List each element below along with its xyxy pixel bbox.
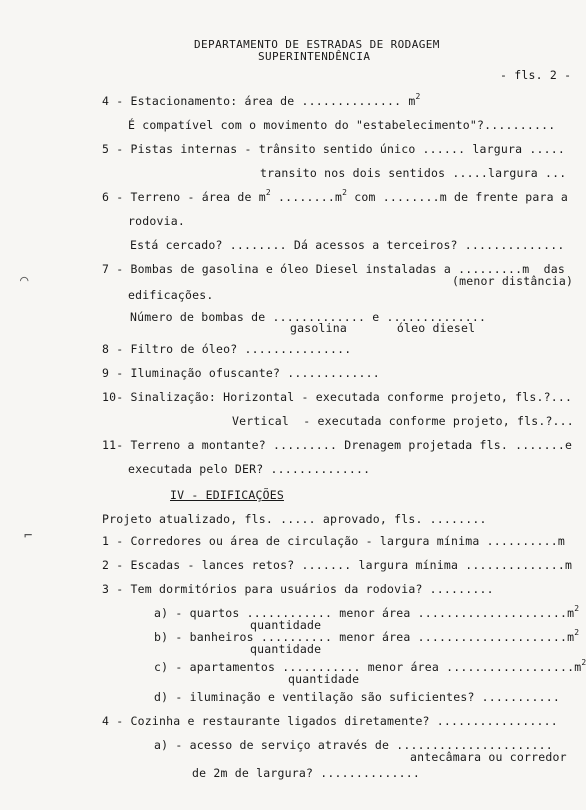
item-7c: edificações.	[128, 288, 214, 302]
item-7: 7 - Bombas de gasolina e óleo Diesel instaladas a .........m das	[102, 262, 566, 276]
item-7e: gasolina óleo diesel	[290, 321, 476, 335]
edif-3b: b) - banheiros .......... menor área $.....................m^2$	[154, 628, 580, 644]
edif-3d: d) - iluminação e ventilação são suficientes? ...........	[154, 690, 561, 704]
section-title: IV - EDIFICAÇÕES	[170, 488, 284, 502]
edif-3a: a) - quartos ............ menor área $.....................m^2$	[154, 604, 580, 620]
item-11: 11- Terreno a montante? ......... Drenagem projetada fls. .......e	[102, 438, 573, 452]
item-7d: Número de bombas de ............. e ..............	[130, 310, 487, 324]
margin-mark-2: ⌐	[24, 528, 33, 544]
item-6: 6 - Terreno - área de $m^2$ $........m^2$ com ........m de frente para a	[102, 188, 568, 204]
projeto-line: Projeto atualizado, fls. ..... aprovado, fls. ........	[102, 512, 487, 526]
item-4: 4 - Estacionamento: área de .............. $m^2$	[102, 92, 421, 108]
edif-4a: a) - acesso de serviço através de ......................	[154, 738, 553, 752]
superintendencia-title: SUPERINTENDÊNCIA	[258, 50, 371, 63]
item-8: 8 - Filtro de óleo? ...............	[102, 342, 352, 356]
item-4b: É compatível com o movimento do "estabelecimento"?..........	[128, 118, 556, 132]
edif-3c-qty: quantidade	[288, 672, 360, 686]
item-11b: executada pelo DER? ..............	[128, 462, 371, 476]
edif-4: 4 - Cozinha e restaurante ligados diretamente? .................	[102, 714, 558, 728]
page-number: - fls. 2 -	[500, 68, 572, 82]
item-9: 9 - Iluminação ofuscante? .............	[102, 366, 380, 380]
department-title: DEPARTAMENTO DE ESTRADAS DE RODAGEM	[194, 38, 440, 51]
item-10: 10- Sinalização: Horizontal - executada conforme projeto, fls.?...	[102, 390, 573, 404]
item-5: 5 - Pistas internas - trânsito sentido único ...... largura .....	[102, 142, 566, 156]
item-5b: transito nos dois sentidos .....largura ...	[260, 166, 567, 180]
edif-3a-qty: quantidade	[250, 618, 322, 632]
edif-2: 2 - Escadas - lances retos? ....... largura mínima ..............m	[102, 558, 573, 572]
edif-4b: de 2m de largura? ..............	[192, 766, 420, 780]
edif-1: 1 - Corredores ou área de circulação - largura mínima ..........m	[102, 534, 566, 548]
edif-4a-option: antecâmara ou corredor	[410, 750, 567, 764]
item-10b: Vertical - executada conforme projeto, fls.?...	[232, 414, 574, 428]
item-6d: rodovia.	[128, 214, 185, 228]
margin-mark-1: ⌒	[20, 272, 29, 288]
edif-3c: c) - apartamentos ........... menor área $..................m^2$	[154, 658, 586, 674]
edif-3b-qty: quantidade	[250, 642, 322, 656]
item-7b: (menor distância)	[452, 274, 574, 288]
item-6e: Está cercado? ........ Dá acessos a terceiros? ..............	[130, 238, 565, 252]
edif-3: 3 - Tem dormitórios para usuários da rodovia? .........	[102, 582, 494, 596]
